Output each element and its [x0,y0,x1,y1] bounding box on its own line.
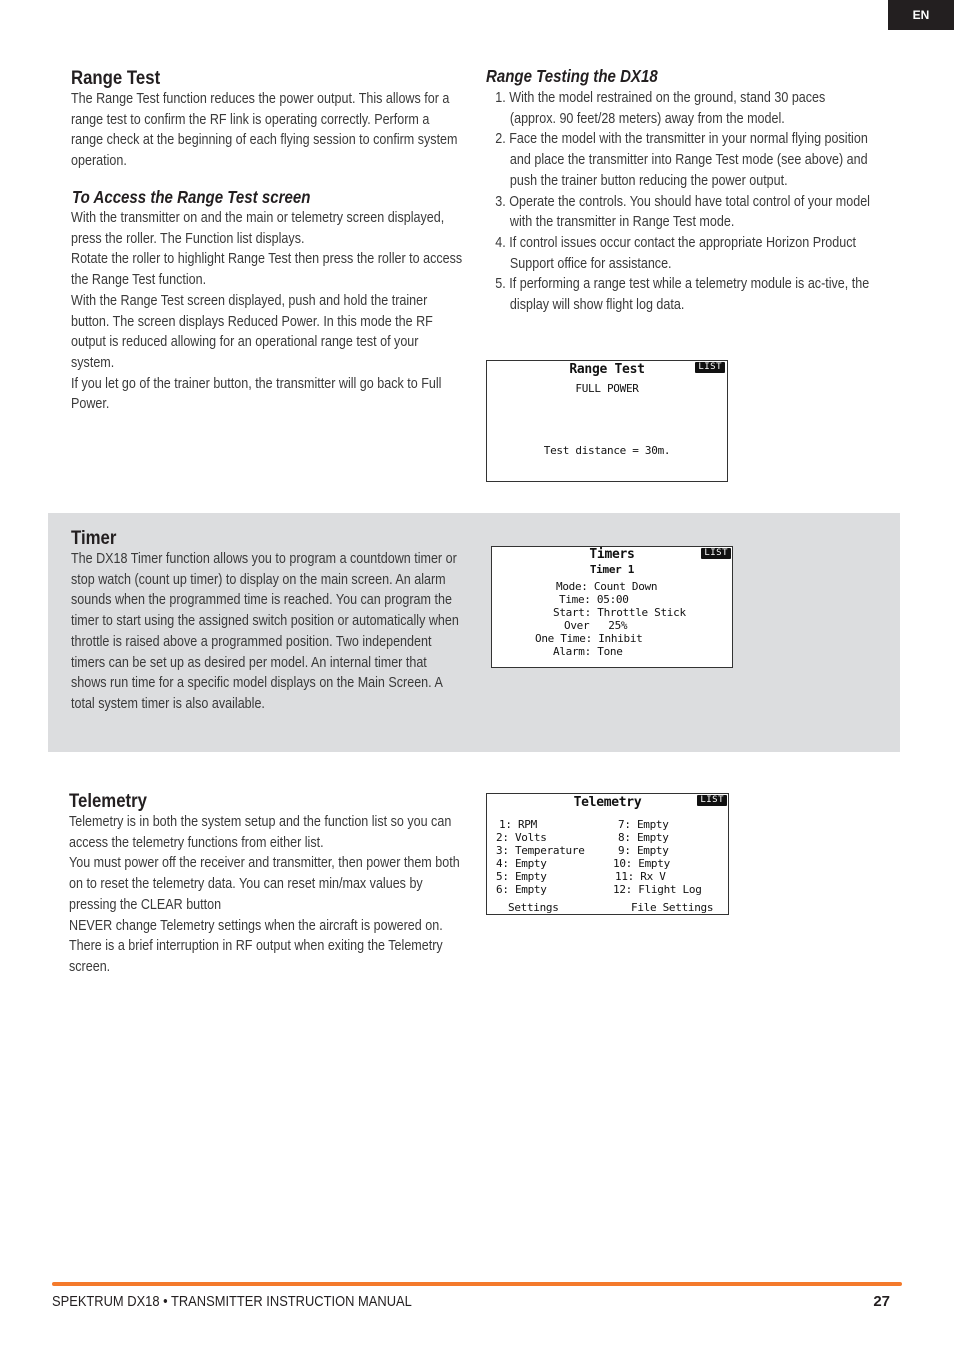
range-testing-steps-block [491,88,936,316]
telemetry-slot: 1: RPM [499,818,537,831]
telemetry-paragraph: Telemetry is in both the system setup and the function list so you can access the telemetry functions from either list. [69,814,452,851]
telemetry-slot: 9: Empty [618,844,669,857]
range-test-intro: The Range Test function reduces the power output. This allows for a range test to confirm the RF link is operating correctly. Perform a range check at the beginning of each flying session to confirm system operation. [71,91,458,170]
footer-manual-title: SPEKTRUM DX18 • TRANSMITTER INSTRUCTION MANUAL [52,1293,412,1310]
test-distance-readout: Test distance = 30m. [543,444,671,457]
access-paragraph: If you let go of the trainer button, the transmitter will go back to Full Power. [71,375,442,413]
telemetry-body-block [69,812,529,978]
screen-title: Timers [589,547,635,562]
telemetry-slot: 7: Empty [618,818,669,831]
step-item: 4. If control issues occur contact the appropriate Horizon Product Support office for assistance. [495,234,856,272]
access-range-test-heading: To Access the Range Test screen [72,187,311,207]
range-test-intro-block [71,89,526,172]
page-number: 27 [873,1293,890,1310]
timer-mode-line: Mode: Count Down [556,580,658,593]
telemetry-screen [486,793,729,915]
telemetry-slot: 6: Empty [496,883,547,896]
footer-divider [52,1282,902,1286]
telemetry-slot: 11: Rx V [615,870,666,883]
timer-alarm-line: Alarm: Tone [553,645,623,658]
access-paragraph: Rotate the roller to highlight Range Test then press the roller to access the Range Test function. [71,251,463,289]
screen-title: Telemetry [573,795,642,810]
timer-one-time-line: One Time: Inhibit [535,632,643,645]
timer-start-line: Start: Throttle Stick [553,606,686,619]
telemetry-heading: Telemetry [69,790,147,812]
timer-body: The DX18 Timer function allows you to program a countdown timer or stop watch (count up timer) to display on the main screen. An alarm sounds when the programmed time is reached. You can program the timer to start using the assigned switch position or automatically when throttle is raised above a programmed position. Two independent timers can be set up as desired per model. An internal timer that shows run time for a specific model displays on the Main Screen. A total system timer is also available. [71,551,459,712]
list-button: LIST [701,548,731,559]
timer-over-line: Over 25% [564,619,628,632]
timer-number: Timer 1 [589,563,635,576]
timer-heading: Timer [71,527,117,549]
file-settings-softkey: File Settings [631,901,714,914]
step-item: 1. With the model restrained on the ground, stand 30 paces (approx. 90 feet/28 meters) away from the model. [495,90,826,127]
timer-screen [491,546,733,668]
access-range-test-block [71,208,526,415]
access-paragraph: With the Range Test screen displayed, push and hold the trainer button. The screen displays Reduced Power. In this mode the RF output is reduced allowing for an operational range test of your system. [71,292,433,371]
range-testing-steps [491,88,874,316]
access-paragraph: With the transmitter on and the main or telemetry screen displayed, press the roller. The Function list displays. [71,210,445,247]
list-button: LIST [697,795,727,806]
range-testing-heading: Range Testing the DX18 [486,66,658,86]
screen-title: Range Test [569,362,645,377]
language-tab: EN [888,0,954,30]
screen-subtitle: FULL POWER [575,382,639,395]
step-item: 2. Face the model with the transmitter in your normal flying position and place the transmitter into Range Test mode (see above) and push the trainer button reducing the power output. [495,131,868,189]
telemetry-slot: 10: Empty [613,857,670,870]
step-item: 5. If performing a range test while a telemetry module is ac-tive, the display will show flight log data. [495,276,870,314]
telemetry-paragraph: NEVER change Telemetry settings when the aircraft is powered on. There is a brief interruption in RF output when exiting the Telemetry screen. [69,917,443,975]
range-test-heading: Range Test [71,67,161,89]
timer-time-line: Time: 05:00 [559,593,629,606]
telemetry-slot: 2: Volts [496,831,547,844]
range-test-screen [486,360,728,482]
telemetry-paragraph: You must power off the receiver and transmitter, then power them both on to reset the telemetry data. You can reset min/max values by pressing the CLEAR button [69,855,460,913]
list-button: LIST [695,362,725,373]
telemetry-slot: 5: Empty [496,870,547,883]
step-item: 3. Operate the controls. You should have total control of your model with the transmitter in Range Test mode. [495,193,870,231]
timer-body-block [71,549,529,715]
telemetry-slot: 4: Empty [496,857,547,870]
telemetry-slot: 3: Temperature [496,844,585,857]
settings-softkey: Settings [508,901,559,914]
telemetry-slot: 12: Flight Log [613,883,702,896]
telemetry-slot: 8: Empty [618,831,669,844]
